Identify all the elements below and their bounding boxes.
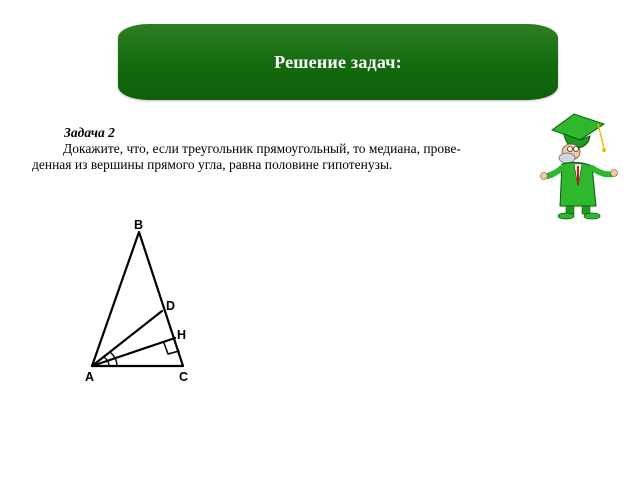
point-label-c: C [179, 370, 189, 384]
task-text-line-1: Докажите, что, если треугольник прямоугольный, то медиана, прове- [63, 141, 461, 156]
professor-clipart [541, 114, 618, 219]
point-label-a: A [85, 370, 95, 384]
point-label-d: D [166, 299, 176, 313]
height-ah [92, 338, 175, 366]
task-text-line-2: денная из вершины прямого угла, равна половине гипотенузы. [32, 157, 393, 172]
banner-title: Решение задач: [274, 51, 402, 72]
point-label-b: B [134, 218, 144, 232]
point-label-h: H [177, 328, 187, 342]
task-heading: Задача 2 [64, 125, 115, 140]
